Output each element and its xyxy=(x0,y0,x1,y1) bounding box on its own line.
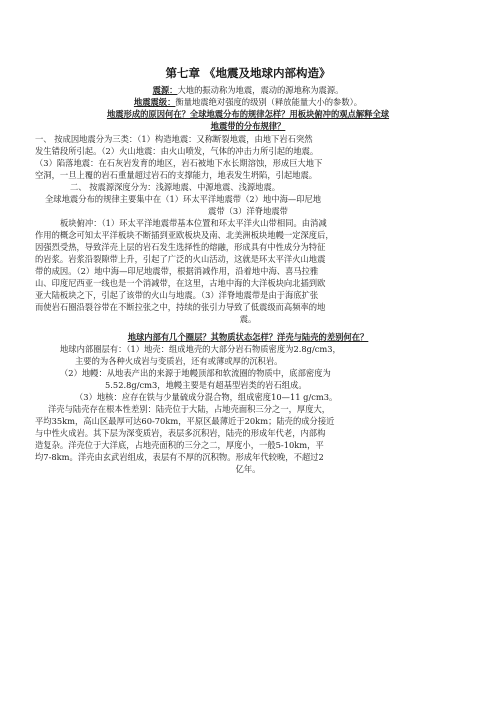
paragraph-line: 亿年。 xyxy=(235,464,261,474)
question-heading: 地球内部有几个圈层？其物质状态怎样？洋壳与陆壳的差别何在？ xyxy=(127,332,369,342)
paragraph-line: 平均35km，高山区最厚可达60-70km，平原区最薄近于20km；陆壳的成分接近 xyxy=(35,416,335,426)
paragraph-line: 山、印度尼西亚一线也是一个消减带，在这里，古地中海的大洋板块向北插到欧 xyxy=(35,278,326,288)
paragraph-line: 震带（3）洋脊地震带 xyxy=(208,206,288,216)
definition-text: 衡量地震绝对强度的级别（释放能量大小的参数）。 xyxy=(175,97,363,107)
paragraph-line: 因强烈受热，导致洋壳上层的岩石发生选择性的熔融，形成具有中性成分为特征 xyxy=(35,242,326,252)
paragraph-line: 作用的概念可知太平洋板块不断插到亚欧板块及南、北美洲板块地幔一定深度后， xyxy=(35,230,334,240)
paragraph-line: 均7-8km。洋壳由玄武岩组成，表层有不厚的沉积物。形成年代较晚，不超过2 xyxy=(35,452,324,462)
paragraph-line: 地球内部圈层有：（1）地壳：组成地壳的大部分岩石物质密度为2.8g/cm3， xyxy=(60,344,341,354)
paragraph-line: 二、 按震源深度分为：浅源地震、中源地震、浅源地震。 xyxy=(70,182,281,192)
term-focus: 震源： xyxy=(152,85,178,95)
paragraph-line: （3）陷落地震：在石灰岩发育的地区，岩石被地下水长期溶蚀，形成巨大地下 xyxy=(35,158,323,168)
paragraph-line: 震。 xyxy=(239,314,257,324)
paragraph-line: 的岩浆。岩浆沿裂隙带上升，引起了广泛的火山活动，这就是环太平洋火山地震 xyxy=(35,254,326,264)
paragraph-line: 洋壳与陆壳存在根本性差别：陆壳位于大陆，占地壳面积三分之一，厚度大， xyxy=(48,404,331,414)
paragraph-line: 5.52.8g/cm3，地幔主要是有超基型岩类的岩石组成。 xyxy=(105,380,307,390)
paragraph-line: 主要的为各种火成岩与变质岩，还有或薄或厚的沉积岩。 xyxy=(75,356,283,366)
term-magnitude: 地震震级： xyxy=(133,97,176,107)
paragraph-line: 与中性火成岩。其下层为深变质岩，表层多沉积岩，陆壳的形成年代老，内部构 xyxy=(35,428,326,438)
paragraph-line: 而使岩石圈沿裂谷带在不断拉张之中，持续的张引力导致了低震级而高频率的地 xyxy=(35,302,326,312)
paragraph-line: 全球地震分布的规律主要集中在（1）环太平洋地震带（2）地中海—印尼地 xyxy=(45,194,322,204)
paragraph-line: 造复杂。洋壳位于大洋底，占地壳面积的三分之二，厚度小，一般5-10km，平 xyxy=(35,440,324,450)
paragraph-line: 带的成因。（2）地中海—印尼地震带，根据消减作用，沿着地中海、喜马拉雅 xyxy=(35,266,319,276)
paragraph-line: 亚大陆板块之下，引起了该带的火山与地震。（3）洋脊地震带是由于海底扩张 xyxy=(35,290,319,300)
paragraph-line: 板块俯冲：（1）环太平洋地震带基本位置和环太平洋火山带相同。由消减 xyxy=(60,218,327,228)
definition-magnitude xyxy=(0,96,496,108)
question-heading: 地震形成的原因何在？全球地震分布的规律怎样？用板块俯冲的观点解释全球 xyxy=(106,109,390,119)
paragraph-line: 空洞，一旦上覆的岩石重量超过岩石的支撑能力，地表发生坍陷，引起地震。 xyxy=(35,170,318,180)
paragraph-line: （3）地核：应存在铁与少量硫成分混合物，组成密度10—11 g/cm3。 xyxy=(75,392,338,402)
definition-text: 大地的振动称为地震，震动的源地称为震源。 xyxy=(177,85,344,95)
definition-focus xyxy=(0,84,496,96)
question-heading: 地震带的分布规律？ xyxy=(210,121,286,131)
paragraph-line: 一、 按成因地震分为三类：（1）构造地震：又称断裂地震，由地下岩石突然 xyxy=(35,134,313,144)
paragraph-line: （2）地幔：从地表产出的来源于地幔顶部和软流圈的物质中，底部密度为 xyxy=(60,368,331,378)
chapter-title: 第七章 《地震及地球内部构造》 xyxy=(165,66,331,80)
paragraph-line: 发生错段所引起。（2）火山地震：由火山喷发，气体的冲击力所引起的地震。 xyxy=(35,146,319,156)
